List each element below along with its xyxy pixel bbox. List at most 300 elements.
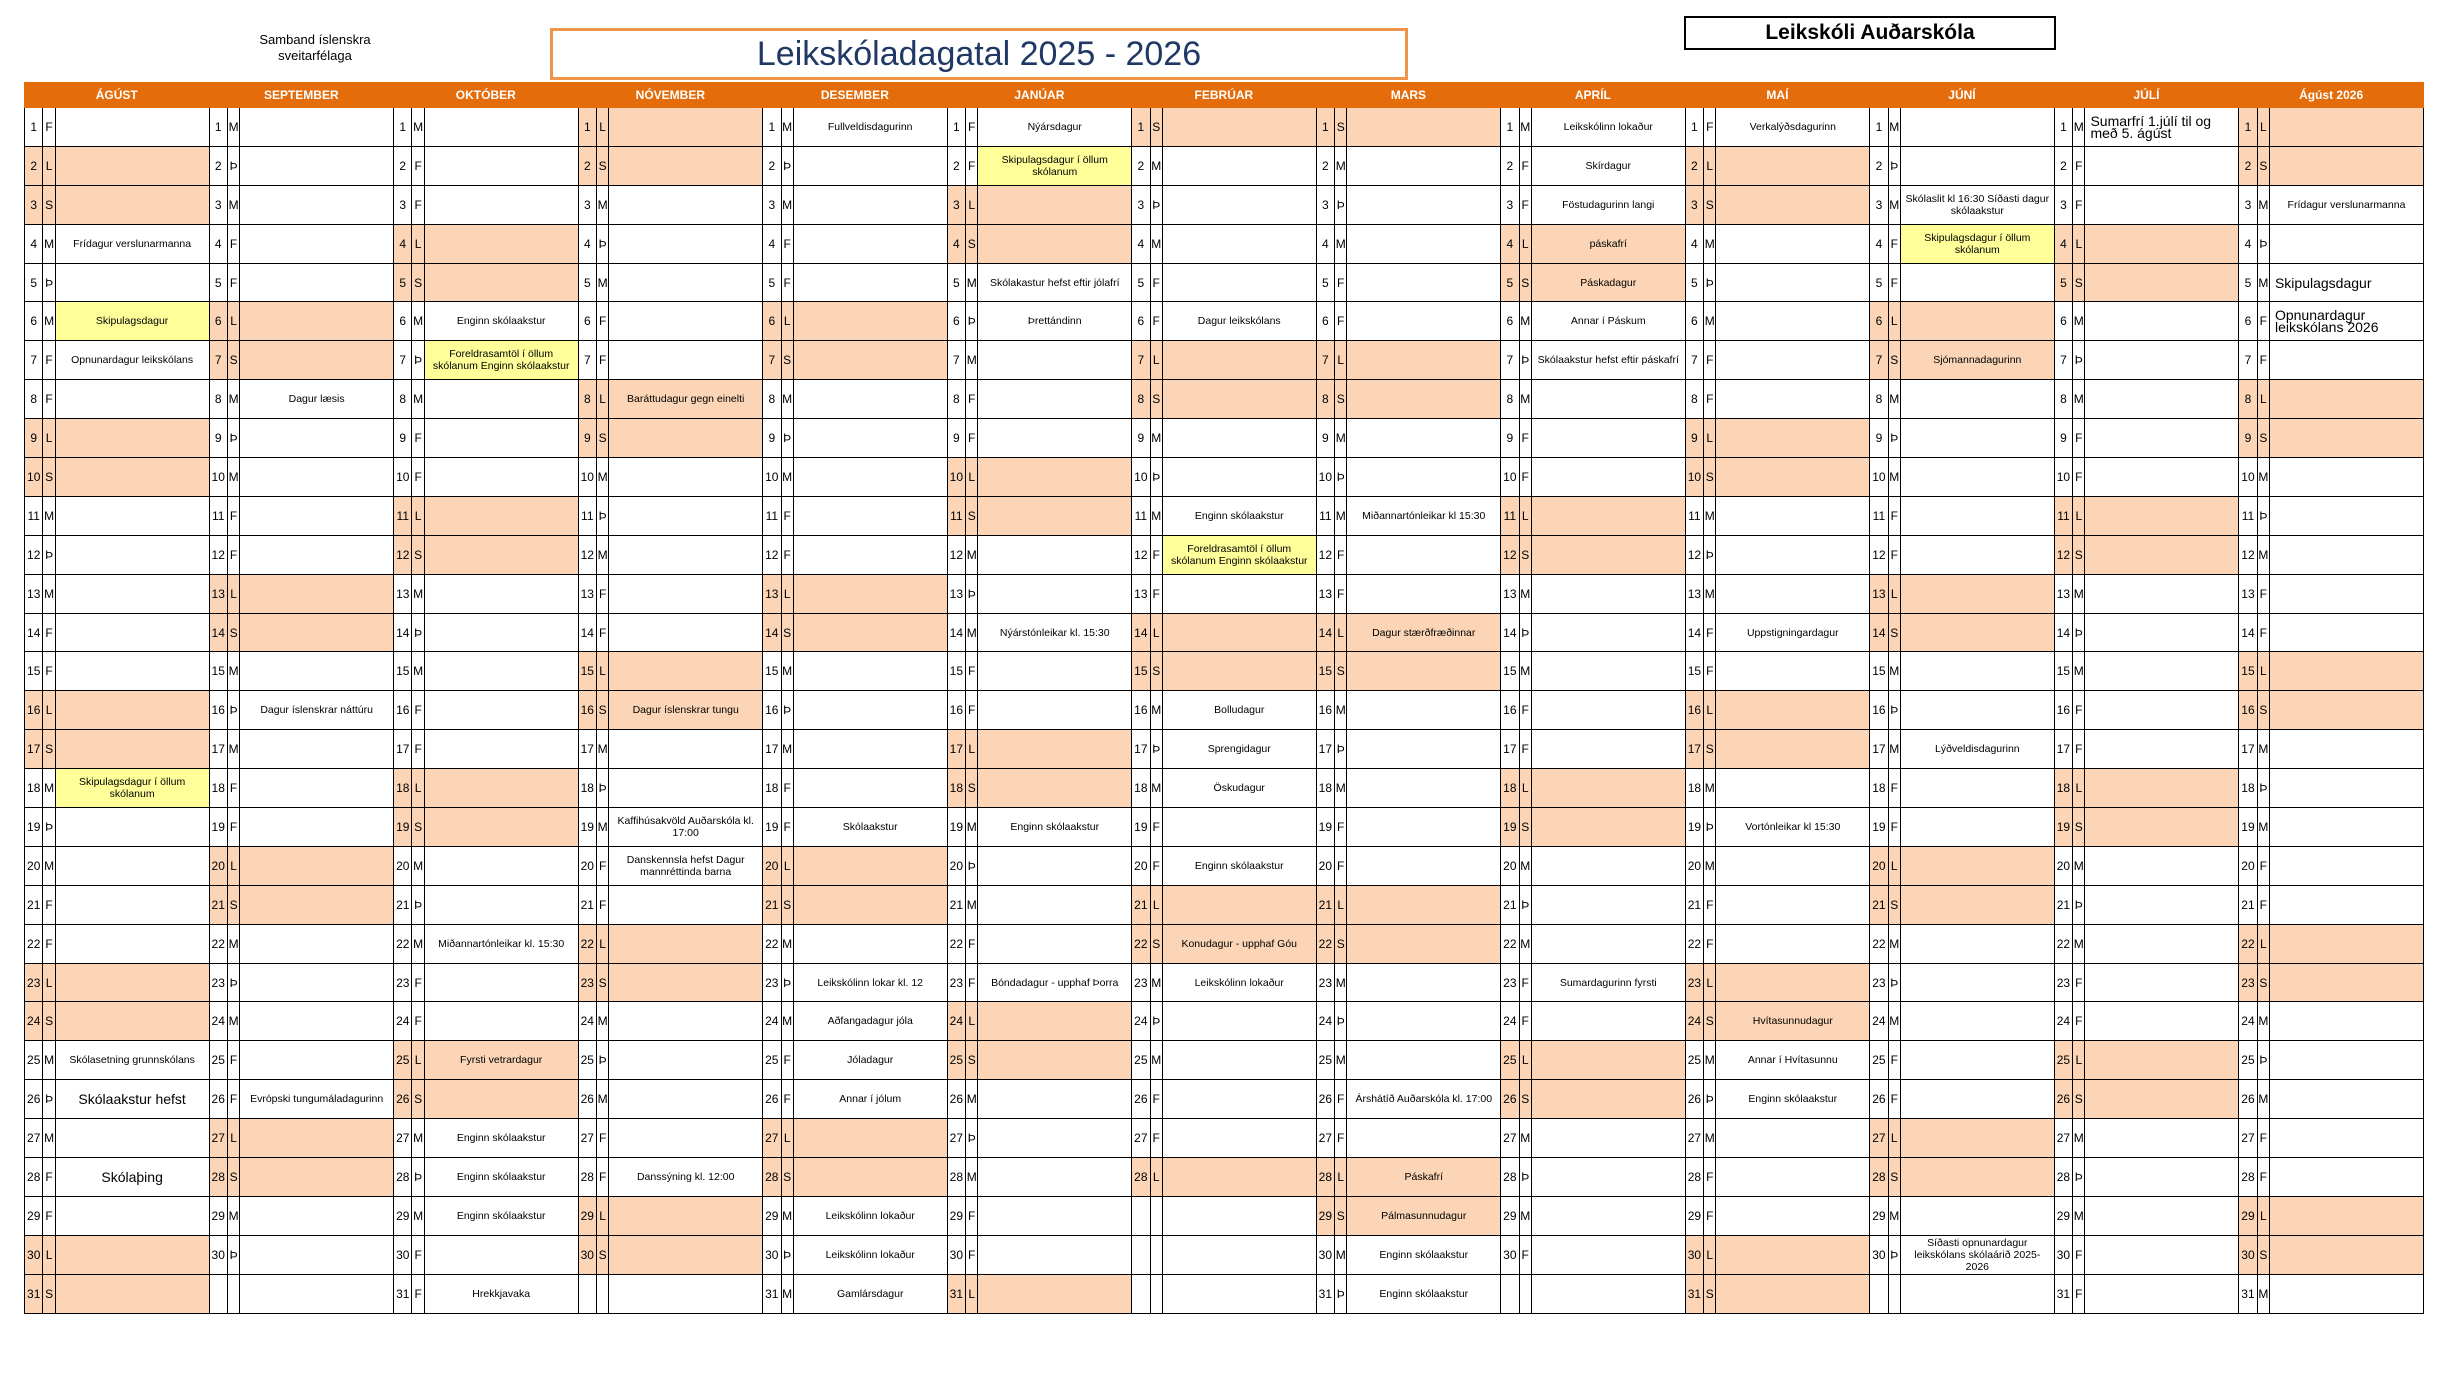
weekday-letter: S bbox=[597, 963, 609, 1002]
weekday-letter: M bbox=[597, 730, 609, 769]
day-number: 17 bbox=[1685, 730, 1703, 769]
day-event bbox=[793, 652, 947, 691]
day-event bbox=[424, 1158, 578, 1197]
weekday-letter: M bbox=[966, 1080, 978, 1119]
day-event bbox=[793, 1119, 947, 1158]
day-row bbox=[25, 574, 2424, 613]
day-number: 16 bbox=[578, 691, 596, 730]
day-number: 12 bbox=[1870, 535, 1888, 574]
day-number: 25 bbox=[2239, 1041, 2257, 1080]
day-number: 1 bbox=[1316, 108, 1334, 147]
day-number: 21 bbox=[578, 885, 596, 924]
day-event bbox=[609, 458, 763, 497]
day-number: 31 bbox=[947, 1274, 965, 1313]
day-event bbox=[2269, 458, 2423, 497]
weekday-letter: F bbox=[966, 1196, 978, 1235]
day-event bbox=[240, 808, 394, 847]
day-number: 2 bbox=[1685, 146, 1703, 185]
day-event bbox=[1162, 535, 1316, 574]
day-number: 10 bbox=[1870, 458, 1888, 497]
weekday-letter: F bbox=[1519, 1235, 1531, 1274]
weekday-letter: L bbox=[966, 1002, 978, 1041]
day-number: 8 bbox=[1870, 380, 1888, 419]
day-number: 23 bbox=[578, 963, 596, 1002]
day-number: 12 bbox=[1316, 535, 1334, 574]
day-number: 15 bbox=[394, 652, 412, 691]
day-event bbox=[1162, 885, 1316, 924]
weekday-letter: F bbox=[1704, 380, 1716, 419]
weekday-letter: F bbox=[1704, 924, 1716, 963]
day-event bbox=[793, 1002, 947, 1041]
weekday-letter: M bbox=[43, 302, 55, 341]
day-number: 4 bbox=[763, 224, 781, 263]
weekday-letter: M bbox=[1888, 108, 1900, 147]
weekday-letter: M bbox=[1335, 496, 1347, 535]
day-number: 10 bbox=[763, 458, 781, 497]
event-text: Nýárstónleikar kl. 15:30 bbox=[999, 626, 1110, 639]
day-number: 25 bbox=[947, 1041, 965, 1080]
day-event bbox=[424, 458, 578, 497]
day-event bbox=[2085, 769, 2239, 808]
day-row bbox=[25, 263, 2424, 302]
weekday-letter: M bbox=[43, 574, 55, 613]
day-number: 26 bbox=[1501, 1080, 1519, 1119]
weekday-letter: Þ bbox=[2257, 224, 2269, 263]
day-event bbox=[1162, 613, 1316, 652]
day-number: 16 bbox=[1870, 691, 1888, 730]
day-number: 23 bbox=[947, 963, 965, 1002]
weekday-letter: F bbox=[966, 963, 978, 1002]
weekday-letter: F bbox=[227, 1080, 239, 1119]
day-number: 11 bbox=[209, 496, 227, 535]
day-event bbox=[1900, 458, 2054, 497]
weekday-letter: L bbox=[1335, 885, 1347, 924]
day-event bbox=[1900, 535, 2054, 574]
event-text: Nýársdagur bbox=[1027, 120, 1082, 133]
day-number: 17 bbox=[763, 730, 781, 769]
weekday-letter: S bbox=[1150, 924, 1162, 963]
day-event bbox=[1531, 924, 1685, 963]
day-event bbox=[793, 263, 947, 302]
day-event bbox=[1531, 108, 1685, 147]
day-event bbox=[1162, 846, 1316, 885]
day-event bbox=[1716, 535, 1870, 574]
day-number bbox=[1132, 1274, 1150, 1313]
event-text: Páskafrí bbox=[1404, 1170, 1443, 1183]
event-text: Páskadagur bbox=[1580, 276, 1637, 289]
day-number: 27 bbox=[1685, 1119, 1703, 1158]
weekday-letter: M bbox=[2257, 730, 2269, 769]
day-number: 27 bbox=[25, 1119, 43, 1158]
weekday-letter: L bbox=[412, 1041, 424, 1080]
day-event bbox=[2269, 380, 2423, 419]
day-number: 29 bbox=[1316, 1196, 1334, 1235]
day-number: 29 bbox=[1685, 1196, 1703, 1235]
day-number: 9 bbox=[1501, 419, 1519, 458]
day-number: 10 bbox=[1685, 458, 1703, 497]
day-event bbox=[2085, 224, 2239, 263]
weekday-letter: M bbox=[1150, 691, 1162, 730]
weekday-letter: F bbox=[2073, 1002, 2085, 1041]
day-event bbox=[1531, 496, 1685, 535]
weekday-letter: L bbox=[227, 574, 239, 613]
day-number: 2 bbox=[763, 146, 781, 185]
event-text: Skipulagsdagur í öllum skólanum bbox=[79, 776, 186, 801]
day-event bbox=[1716, 496, 1870, 535]
day-event bbox=[424, 924, 578, 963]
weekday-letter: L bbox=[781, 846, 793, 885]
day-row bbox=[25, 1274, 2424, 1313]
day-event bbox=[1162, 146, 1316, 185]
day-event bbox=[2085, 1041, 2239, 1080]
day-number: 21 bbox=[1501, 885, 1519, 924]
day-number: 1 bbox=[209, 108, 227, 147]
weekday-letter: F bbox=[966, 1235, 978, 1274]
day-number: 23 bbox=[1316, 963, 1334, 1002]
day-number: 23 bbox=[763, 963, 781, 1002]
day-event bbox=[2085, 341, 2239, 380]
weekday-letter: M bbox=[1519, 302, 1531, 341]
day-row bbox=[25, 808, 2424, 847]
weekday-letter: F bbox=[2257, 574, 2269, 613]
day-event bbox=[2085, 146, 2239, 185]
day-number: 20 bbox=[1132, 846, 1150, 885]
event-text: Skólaþing bbox=[101, 1168, 163, 1185]
day-number: 24 bbox=[394, 1002, 412, 1041]
day-event bbox=[793, 1158, 947, 1197]
weekday-letter: L bbox=[1335, 613, 1347, 652]
day-number: 27 bbox=[1870, 1119, 1888, 1158]
weekday-letter: S bbox=[781, 885, 793, 924]
weekday-letter: S bbox=[1519, 1080, 1531, 1119]
day-event bbox=[2085, 1002, 2239, 1041]
day-event bbox=[2269, 613, 2423, 652]
day-number: 12 bbox=[578, 535, 596, 574]
day-event bbox=[1716, 1119, 1870, 1158]
weekday-letter: F bbox=[43, 924, 55, 963]
weekday-letter: S bbox=[227, 341, 239, 380]
weekday-letter: F bbox=[1519, 1002, 1531, 1041]
day-number: 16 bbox=[209, 691, 227, 730]
day-number: 22 bbox=[1132, 924, 1150, 963]
weekday-letter: F bbox=[1888, 224, 1900, 263]
day-event bbox=[1162, 1235, 1316, 1274]
day-number: 25 bbox=[1316, 1041, 1334, 1080]
day-event bbox=[2085, 1119, 2239, 1158]
day-event bbox=[2269, 419, 2423, 458]
day-number: 13 bbox=[947, 574, 965, 613]
weekday-letter: F bbox=[43, 1196, 55, 1235]
day-event bbox=[1347, 1041, 1501, 1080]
weekday-letter: F bbox=[1150, 574, 1162, 613]
day-event bbox=[2085, 535, 2239, 574]
weekday-letter: S bbox=[966, 224, 978, 263]
weekday-letter: M bbox=[227, 924, 239, 963]
day-number: 21 bbox=[1132, 885, 1150, 924]
month-header: JANÚAR bbox=[947, 83, 1132, 108]
event-text: Enginn skólaakstur bbox=[1194, 509, 1284, 522]
weekday-letter: M bbox=[1888, 1196, 1900, 1235]
day-number: 2 bbox=[1870, 146, 1888, 185]
day-event bbox=[1347, 652, 1501, 691]
day-event bbox=[240, 1235, 394, 1274]
weekday-letter: L bbox=[43, 1235, 55, 1274]
day-number: 24 bbox=[2054, 1002, 2072, 1041]
event-text: Hvítasunnudagur bbox=[1752, 1015, 1833, 1028]
weekday-letter: F bbox=[781, 1041, 793, 1080]
weekday-letter: M bbox=[1335, 769, 1347, 808]
weekday-letter: Þ bbox=[597, 769, 609, 808]
weekday-letter: M bbox=[43, 846, 55, 885]
day-event bbox=[55, 185, 209, 224]
day-number: 6 bbox=[1132, 302, 1150, 341]
day-number: 5 bbox=[578, 263, 596, 302]
day-event bbox=[1162, 963, 1316, 1002]
day-number: 5 bbox=[1132, 263, 1150, 302]
weekday-letter: M bbox=[227, 1196, 239, 1235]
day-number: 7 bbox=[1501, 341, 1519, 380]
day-event bbox=[2269, 1196, 2423, 1235]
day-event bbox=[240, 574, 394, 613]
day-event bbox=[1162, 458, 1316, 497]
weekday-letter: Þ bbox=[597, 496, 609, 535]
weekday-letter: M bbox=[227, 108, 239, 147]
weekday-letter: Þ bbox=[781, 1235, 793, 1274]
day-number: 18 bbox=[394, 769, 412, 808]
weekday-letter: S bbox=[1150, 380, 1162, 419]
day-number: 23 bbox=[1870, 963, 1888, 1002]
day-event bbox=[978, 613, 1132, 652]
day-row bbox=[25, 1196, 2424, 1235]
day-event bbox=[978, 808, 1132, 847]
day-number: 5 bbox=[2239, 263, 2257, 302]
weekday-letter: S bbox=[227, 885, 239, 924]
weekday-letter: Þ bbox=[43, 808, 55, 847]
day-number: 30 bbox=[394, 1235, 412, 1274]
day-number: 19 bbox=[209, 808, 227, 847]
event-text: Bolludagur bbox=[1214, 704, 1265, 717]
day-number: 18 bbox=[763, 769, 781, 808]
day-number bbox=[578, 1274, 596, 1313]
day-event bbox=[978, 302, 1132, 341]
day-event bbox=[609, 146, 763, 185]
day-event bbox=[55, 730, 209, 769]
weekday-letter: M bbox=[412, 652, 424, 691]
event-text: Sjómannadagurinn bbox=[1933, 354, 2022, 367]
month-header: NÓVEMBER bbox=[578, 83, 763, 108]
weekday-letter: L bbox=[597, 108, 609, 147]
day-number: 13 bbox=[394, 574, 412, 613]
day-number: 7 bbox=[394, 341, 412, 380]
day-event bbox=[240, 535, 394, 574]
day-event bbox=[2269, 146, 2423, 185]
event-text: Bóndadagur - upphaf Þorra bbox=[991, 976, 1119, 989]
event-text: Foreldrasamtöl í öllum skólanum Enginn skólaakstur bbox=[1170, 542, 1308, 567]
event-text: Annar í Páskum bbox=[1570, 315, 1646, 328]
day-number: 30 bbox=[2239, 1235, 2257, 1274]
weekday-letter: Þ bbox=[1335, 185, 1347, 224]
day-number: 1 bbox=[2054, 108, 2072, 147]
day-number: 9 bbox=[1316, 419, 1334, 458]
weekday-letter: Þ bbox=[1888, 963, 1900, 1002]
day-event bbox=[978, 1080, 1132, 1119]
day-event bbox=[1347, 1002, 1501, 1041]
day-event bbox=[978, 1274, 1132, 1313]
day-number: 11 bbox=[2239, 496, 2257, 535]
day-event bbox=[1347, 1080, 1501, 1119]
day-number: 14 bbox=[2054, 613, 2072, 652]
weekday-letter: Þ bbox=[412, 885, 424, 924]
weekday-letter: M bbox=[227, 458, 239, 497]
day-number: 6 bbox=[947, 302, 965, 341]
day-number: 10 bbox=[394, 458, 412, 497]
day-event bbox=[55, 458, 209, 497]
event-text: Dagur stærðfræðinnar bbox=[1372, 626, 1476, 639]
day-event bbox=[609, 808, 763, 847]
event-text: Sumarfrí 1.júlí til og með 5. ágúst bbox=[2090, 112, 2212, 141]
weekday-letter: L bbox=[227, 302, 239, 341]
weekday-letter bbox=[1150, 1196, 1162, 1235]
weekday-letter: S bbox=[966, 496, 978, 535]
weekday-letter: M bbox=[597, 263, 609, 302]
day-number: 27 bbox=[763, 1119, 781, 1158]
day-number bbox=[1870, 1274, 1888, 1313]
day-number: 9 bbox=[2054, 419, 2072, 458]
weekday-letter: M bbox=[1704, 574, 1716, 613]
day-number: 18 bbox=[1132, 769, 1150, 808]
day-number: 1 bbox=[394, 108, 412, 147]
weekday-letter: S bbox=[2257, 1235, 2269, 1274]
day-row bbox=[25, 613, 2424, 652]
day-number: 27 bbox=[394, 1119, 412, 1158]
day-event bbox=[55, 108, 209, 147]
day-number: 22 bbox=[947, 924, 965, 963]
day-event bbox=[1716, 846, 1870, 885]
weekday-letter: S bbox=[966, 769, 978, 808]
day-number: 1 bbox=[947, 108, 965, 147]
day-event bbox=[1531, 963, 1685, 1002]
day-event bbox=[609, 302, 763, 341]
weekday-letter: Þ bbox=[2073, 885, 2085, 924]
day-number: 26 bbox=[763, 1080, 781, 1119]
day-number: 24 bbox=[947, 1002, 965, 1041]
day-number: 5 bbox=[2054, 263, 2072, 302]
weekday-letter: M bbox=[1704, 769, 1716, 808]
month-header: OKTÓBER bbox=[394, 83, 579, 108]
day-event bbox=[1347, 885, 1501, 924]
weekday-letter: Þ bbox=[1150, 458, 1162, 497]
day-number: 24 bbox=[763, 1002, 781, 1041]
day-event bbox=[1900, 380, 2054, 419]
day-number: 11 bbox=[394, 496, 412, 535]
day-number: 3 bbox=[578, 185, 596, 224]
day-event bbox=[55, 1235, 209, 1274]
day-number: 20 bbox=[209, 846, 227, 885]
weekday-letter: Þ bbox=[1335, 730, 1347, 769]
day-number: 7 bbox=[25, 341, 43, 380]
day-number: 14 bbox=[394, 613, 412, 652]
day-event bbox=[2269, 224, 2423, 263]
event-text: Skipulagsdagur bbox=[2274, 274, 2372, 291]
event-text: Pálmasunnudagur bbox=[1381, 1209, 1467, 1222]
day-number: 1 bbox=[2239, 108, 2257, 147]
day-row bbox=[25, 769, 2424, 808]
day-event bbox=[424, 652, 578, 691]
day-number: 15 bbox=[2054, 652, 2072, 691]
weekday-letter: L bbox=[1888, 302, 1900, 341]
day-event bbox=[2085, 1196, 2239, 1235]
day-event bbox=[1716, 419, 1870, 458]
day-event bbox=[609, 185, 763, 224]
weekday-letter: L bbox=[781, 574, 793, 613]
day-event bbox=[793, 185, 947, 224]
day-number: 17 bbox=[2239, 730, 2257, 769]
weekday-letter: F bbox=[1150, 1080, 1162, 1119]
day-event bbox=[1162, 341, 1316, 380]
day-event bbox=[1900, 808, 2054, 847]
weekday-letter: S bbox=[1150, 652, 1162, 691]
day-row bbox=[25, 108, 2424, 147]
day-event bbox=[1347, 224, 1501, 263]
day-event bbox=[2085, 808, 2239, 847]
weekday-letter: Þ bbox=[2257, 496, 2269, 535]
calendar-grid bbox=[24, 82, 2424, 1314]
weekday-letter: M bbox=[597, 458, 609, 497]
day-event bbox=[2269, 1274, 2423, 1313]
event-text: Enginn skólaakstur bbox=[456, 1132, 546, 1145]
day-event bbox=[2269, 808, 2423, 847]
weekday-letter: F bbox=[227, 535, 239, 574]
day-number: 2 bbox=[1316, 146, 1334, 185]
day-event bbox=[424, 108, 578, 147]
day-event bbox=[1347, 263, 1501, 302]
weekday-letter: F bbox=[2257, 1158, 2269, 1197]
day-number: 9 bbox=[25, 419, 43, 458]
day-event bbox=[1531, 769, 1685, 808]
month-header: Ágúst 2026 bbox=[2239, 83, 2424, 108]
day-event bbox=[1347, 341, 1501, 380]
weekday-letter: L bbox=[43, 146, 55, 185]
weekday-letter: M bbox=[1704, 846, 1716, 885]
weekday-letter: F bbox=[1519, 963, 1531, 1002]
weekday-letter: S bbox=[227, 1158, 239, 1197]
weekday-letter: S bbox=[412, 535, 424, 574]
day-number: 25 bbox=[1501, 1041, 1519, 1080]
weekday-letter: M bbox=[597, 1080, 609, 1119]
day-number: 23 bbox=[1685, 963, 1703, 1002]
day-number: 31 bbox=[2054, 1274, 2072, 1313]
weekday-letter: F bbox=[1335, 1080, 1347, 1119]
day-event bbox=[1347, 535, 1501, 574]
day-event bbox=[1162, 730, 1316, 769]
weekday-letter: M bbox=[1888, 924, 1900, 963]
day-event bbox=[978, 458, 1132, 497]
day-number: 9 bbox=[1870, 419, 1888, 458]
day-event bbox=[424, 224, 578, 263]
weekday-letter: S bbox=[597, 146, 609, 185]
weekday-letter: M bbox=[597, 185, 609, 224]
day-row bbox=[25, 146, 2424, 185]
day-event bbox=[424, 963, 578, 1002]
day-number: 28 bbox=[947, 1158, 965, 1197]
day-event bbox=[793, 808, 947, 847]
event-text: Annar í jólum bbox=[839, 1093, 902, 1106]
day-number: 8 bbox=[2239, 380, 2257, 419]
weekday-letter: F bbox=[1888, 1080, 1900, 1119]
event-text: Enginn skólaakstur bbox=[1379, 1248, 1469, 1261]
day-event bbox=[424, 730, 578, 769]
weekday-letter: F bbox=[1335, 846, 1347, 885]
